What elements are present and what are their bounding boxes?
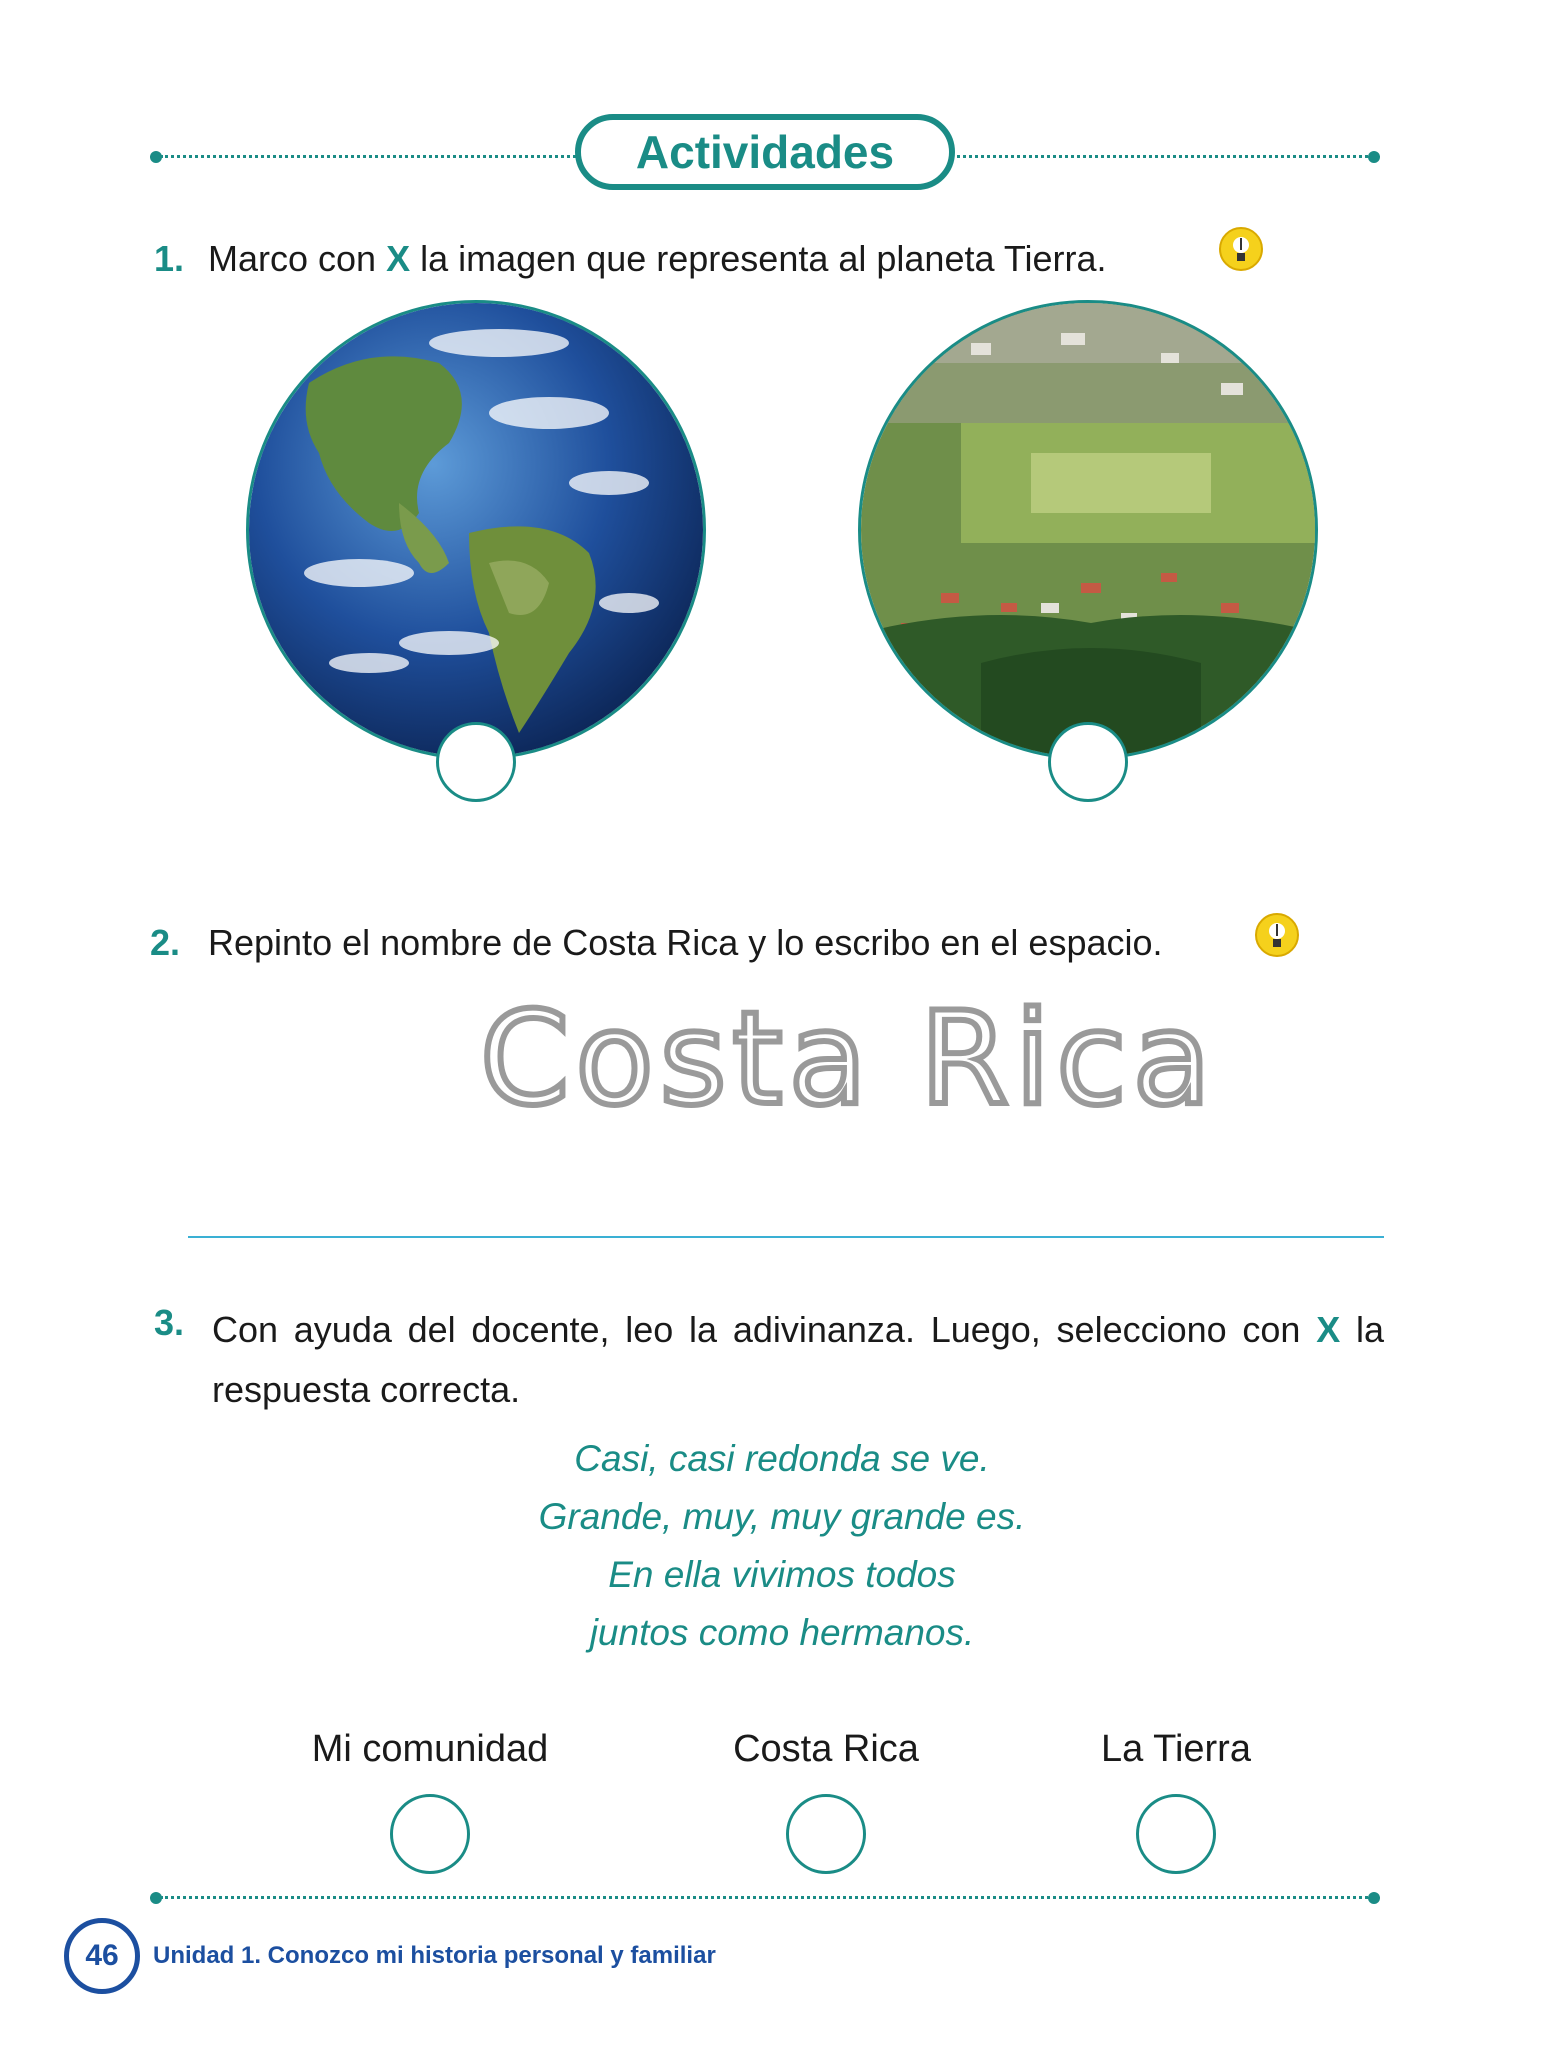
q3-mark: X bbox=[1316, 1309, 1341, 1350]
writing-line[interactable] bbox=[188, 1236, 1384, 1238]
option-label-la-tierra: La Tierra bbox=[1101, 1728, 1251, 1770]
option-label-mi-comunidad: Mi comunidad bbox=[311, 1728, 549, 1770]
dotted-trace-text: Costa Rica bbox=[480, 985, 1217, 1134]
page-number-text: 46 bbox=[85, 1939, 119, 1972]
bottom-dotted-rule bbox=[160, 1896, 1374, 1899]
q3-text bbox=[212, 1300, 1384, 1420]
q1-number: 1. bbox=[154, 238, 185, 279]
q1-text-before: Marco con bbox=[208, 238, 387, 279]
earth-globe-illustration bbox=[249, 303, 706, 760]
riddle-line-2: Grande, muy, muy grande es. bbox=[538, 1496, 1026, 1537]
page-number bbox=[64, 1918, 140, 1994]
q1-text-after: la imagen que representa al planeta Tierra. bbox=[410, 238, 1107, 279]
town-landscape-illustration bbox=[861, 303, 1318, 760]
riddle-line-3: En ella vivimos todos bbox=[608, 1554, 956, 1595]
q1-text bbox=[208, 238, 1107, 280]
q1-mark: X bbox=[386, 238, 411, 279]
landscape-image bbox=[858, 300, 1318, 760]
earth-checkbox[interactable] bbox=[436, 722, 516, 802]
section-title-pill bbox=[575, 114, 955, 190]
riddle-line-4: juntos como hermanos. bbox=[589, 1612, 975, 1653]
landscape-checkbox[interactable] bbox=[1048, 722, 1128, 802]
earth-image bbox=[246, 300, 706, 760]
option-label-costa-rica: Costa Rica bbox=[733, 1728, 919, 1770]
section-title: Actividades bbox=[635, 126, 895, 178]
lightbulb-icon bbox=[1254, 912, 1300, 958]
lightbulb-icon bbox=[1218, 226, 1264, 272]
unit-title: Unidad 1. Conozco mi historia personal y familiar bbox=[153, 1942, 716, 1969]
riddle-line-1: Casi, casi redonda se ve. bbox=[574, 1438, 990, 1479]
q3-text-after: la respuesta correcta. bbox=[212, 1309, 1384, 1410]
option-checkbox-la-tierra[interactable] bbox=[1136, 1794, 1216, 1874]
option-checkbox-mi-comunidad[interactable] bbox=[390, 1794, 470, 1874]
q2-text: Repinto el nombre de Costa Rica y lo escribo en el espacio. bbox=[208, 922, 1163, 963]
rule-dot-right bbox=[1368, 151, 1380, 163]
option-checkbox-costa-rica[interactable] bbox=[786, 1794, 866, 1874]
q3-number: 3. bbox=[154, 1302, 185, 1343]
q3-text-before: Con ayuda del docente, leo la adivinanza. Luego, selecciono con bbox=[212, 1309, 1317, 1350]
q2-number: 2. bbox=[150, 922, 181, 963]
rule-dot-right bbox=[1368, 1892, 1380, 1904]
